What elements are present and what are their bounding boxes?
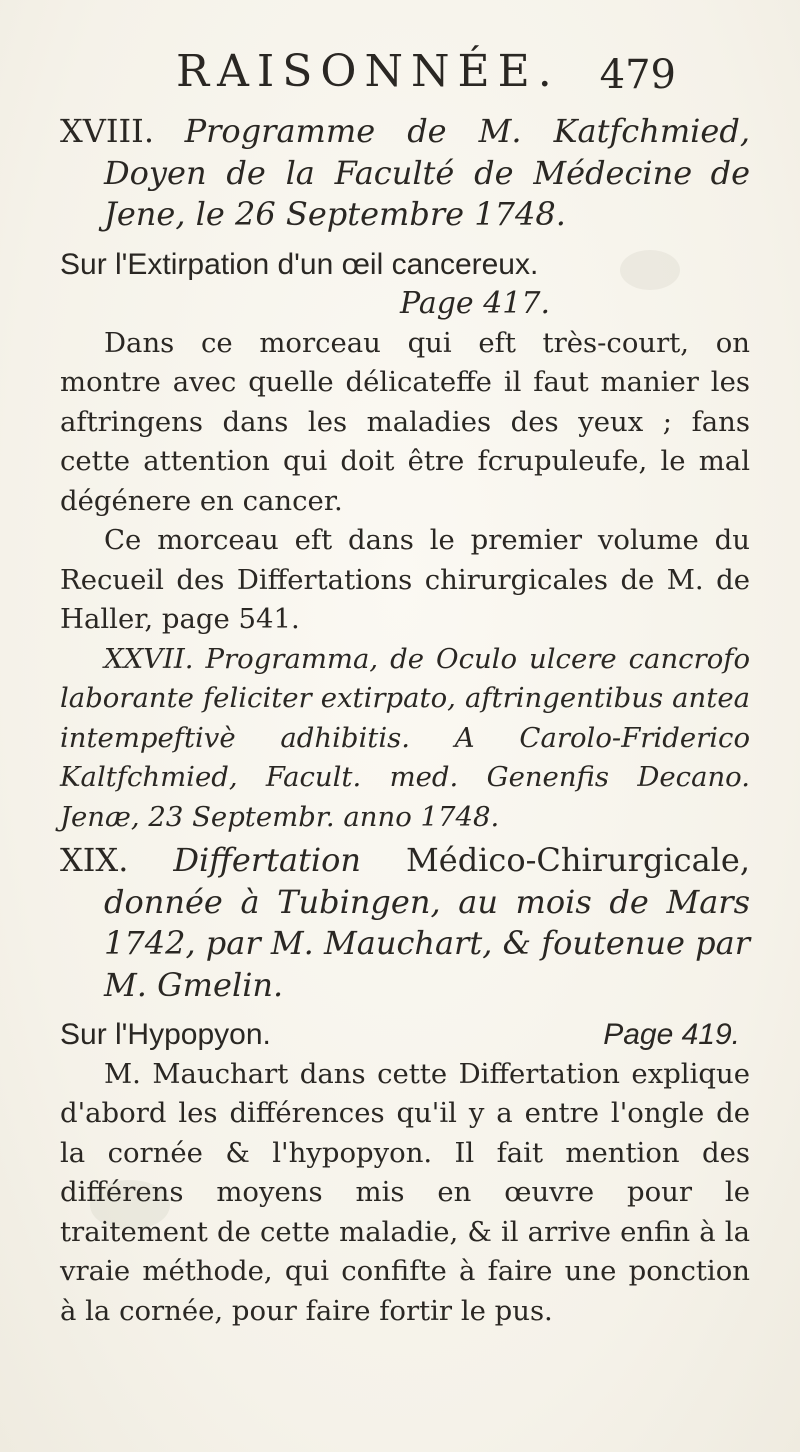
entry-subject: Sur l'Extirpation d'un œil cancereux. <box>60 247 539 281</box>
summary-paragraph: M. Mauchart dans cette Differtation explique d'abord les différences qu'il y a entre l'ongle de la cornée & l'hypopyon. Il fait mention des différens moyens mis en œuvre pour le traitement de cette maladie, & il arrive enfin à la vraie méthode, qui confifte à faire une ponction à la cornée, pour faire fortir le pus. <box>60 1057 750 1327</box>
running-head <box>176 40 676 100</box>
latin-author: A Carolo-Friderico Kaltfchmied, Facult. med. Genenfis Decano. Jenæ, 23 Septembr. anno 1748. <box>60 721 750 833</box>
running-title: RAISONNÉE. <box>176 46 560 97</box>
summary-paragraph: Dans ce morceau qui eft très-court, on montre avec quelle délicateffe il faut manier les aftringens dans les maladies des yeux ; fans cette attention qui doit être fcrupuleufe, le mal dégénere en cancer. <box>60 326 750 517</box>
latin-title: XXVII. Programma, de Oculo ulcere cancrofo laborante feliciter extirpato, aftringentibus antea intempeftivè adhibitis. <box>60 642 750 754</box>
page-reference: Page 419. <box>603 1018 740 1051</box>
entry-heading <box>60 112 750 237</box>
body-text <box>60 112 750 1331</box>
entry-heading <box>60 841 750 1007</box>
entry-title-line: Médico-Chirurgicale, <box>405 841 750 879</box>
entry-title-line: donnée à Tubingen, au mois de Mars 1742, par M. Mauchart, & foutenue par M. Gmelin. <box>104 882 750 1004</box>
entry-title-line: Differtation <box>173 841 362 879</box>
entry-title-line: de Jene, le 26 Septembre 1748. <box>104 153 750 233</box>
entry-subject <box>60 1015 750 1055</box>
latin-reference <box>60 640 750 838</box>
entry-subject-text: Sur l'Hypopyon. <box>60 1018 271 1051</box>
page-number: 479 <box>599 52 676 98</box>
summary-paragraph: Ce morceau eft dans le premier volume du Recueil des Differtations chirurgicales de M. de Haller, page 541. <box>60 524 750 635</box>
entry-number: XVIII. <box>60 112 154 150</box>
entry-number: XIX. <box>60 841 129 879</box>
entry-title-line: Programme de M. Katfchmied, <box>184 112 751 150</box>
page-reference: Page 417. <box>399 286 550 321</box>
entry-title-line: Doyen de la Faculté de Médecine <box>104 153 693 192</box>
